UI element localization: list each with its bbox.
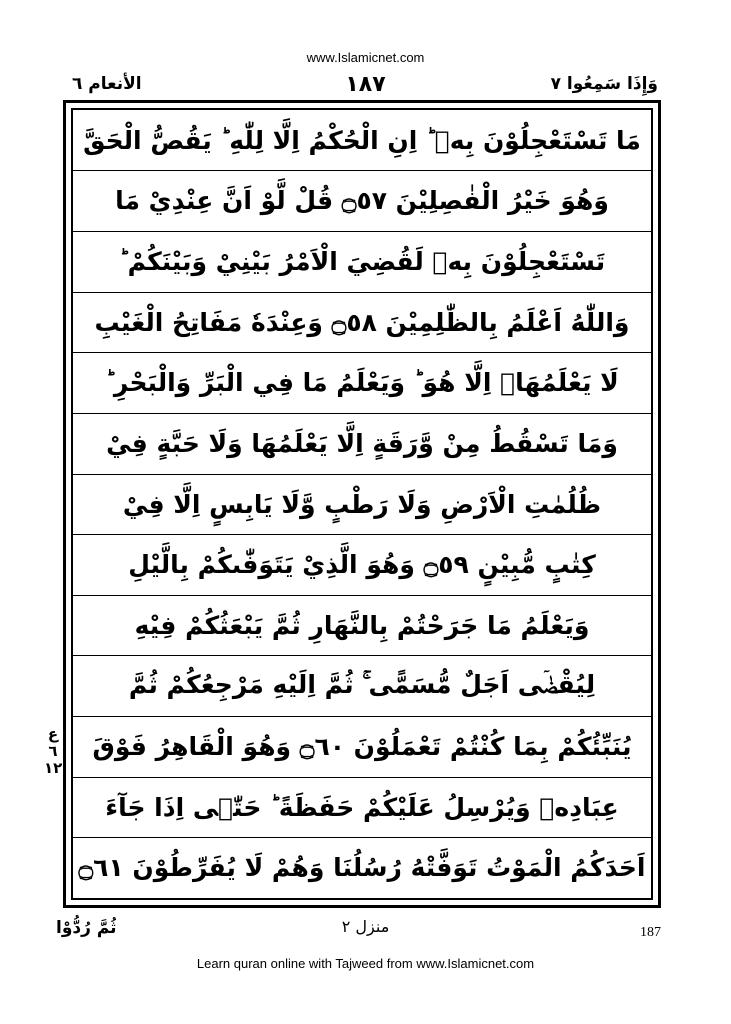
text-line: مَا تَسْتَعْجِلُوْنَ بِهٖ ؕ اِنِ الْحُكْمُ اِلَّا لِلّٰهِ ؕ يَقُصُّ الْحَقَّ [83, 125, 641, 155]
site-url-bottom[interactable]: Learn quran online with Tajweed from www.Islamicnet.com [196, 956, 535, 971]
text-line: وَيَعْلَمُ مَا جَرَحْتُمْ بِالنَّهَارِ ثُمَّ يَبْعَثُكُمْ فِيْهِ [134, 610, 590, 640]
surah-name: الأنعام ٦ [72, 74, 142, 94]
site-url-top[interactable]: www.Islamicnet.com [306, 50, 425, 65]
text-line: لَا يَعْلَمُهَاۤ اِلَّا هُوَ ؕ وَيَعْلَمُ مَا فِي الْبَرِّ وَالْبَحْرِ ؕ [105, 367, 619, 397]
text-line: وَمَا تَسْقُطُ مِنْ وَّرَقَةٍ اِلَّا يَعْلَمُهَا وَلَا حَبَّةٍ فِيْ [106, 428, 618, 458]
page-number-arabic: ١٨٧ [345, 72, 386, 97]
text-line: وَهُوَ خَيْرُ الْفٰصِلِيْنَ ۝٥٧ قُلْ لَّوْ اَنَّ عِنْدِيْ مَا [115, 185, 609, 215]
manzil-label: منزل ٢ [341, 917, 390, 936]
text-line: كِتٰبٍ مُّبِيْنٍ ۝٥٩ وَهُوَ الَّذِيْ يَتَوَفّٰىكُمْ بِالَّيْلِ [128, 549, 596, 579]
text-line: وَاللّٰهُ اَعْلَمُ بِالظّٰلِمِيْنَ ۝٥٨ وَعِنْدَهٗ مَفَاتِحُ الْغَيْبِ [94, 307, 630, 337]
ruku-margin-mark: ع ٦ ١٢ [44, 725, 63, 777]
catchword: ثُمَّ رُدُّوْا [56, 918, 117, 938]
juz-name: وَإِذَا سَمِعُوا ٧ [550, 74, 658, 94]
text-line: عِبَادِهٖ وَيُرْسِلُ عَلَيْكُمْ حَفَظَةً ؕ حَتّٰۤى اِذَا جَآءَ [105, 792, 619, 822]
text-lines [73, 110, 651, 898]
text-line: يُنَبِّئُكُمْ بِمَا كُنْتُمْ تَعْمَلُوْنَ ۝٦٠ وَهُوَ الْقَاهِرُ فَوْقَ [92, 731, 632, 761]
text-line: ظُلُمٰتِ الْاَرْضِ وَلَا رَطْبٍ وَّلَا يَابِسٍ اِلَّا فِيْ [122, 489, 602, 519]
text-line: تَسْتَعْجِلُوْنَ بِهٖ لَقُضِيَ الْاَمْرُ بَيْنِيْ وَبَيْنَكُمْ ؕ [118, 246, 606, 276]
text-line: لِيُقْضٰۤى اَجَلٌ مُّسَمًّى ۚ ثُمَّ اِلَيْهِ مَرْجِعُكُمْ ثُمَّ [128, 670, 596, 699]
text-line: اَحَدَكُمُ الْمَوْتُ تَوَفَّتْهُ رُسُلُنَا وَهُمْ لَا يُفَرِّطُوْنَ ۝٦١ [78, 852, 646, 882]
page-header [0, 72, 731, 100]
page-number: 187 [640, 925, 661, 940]
